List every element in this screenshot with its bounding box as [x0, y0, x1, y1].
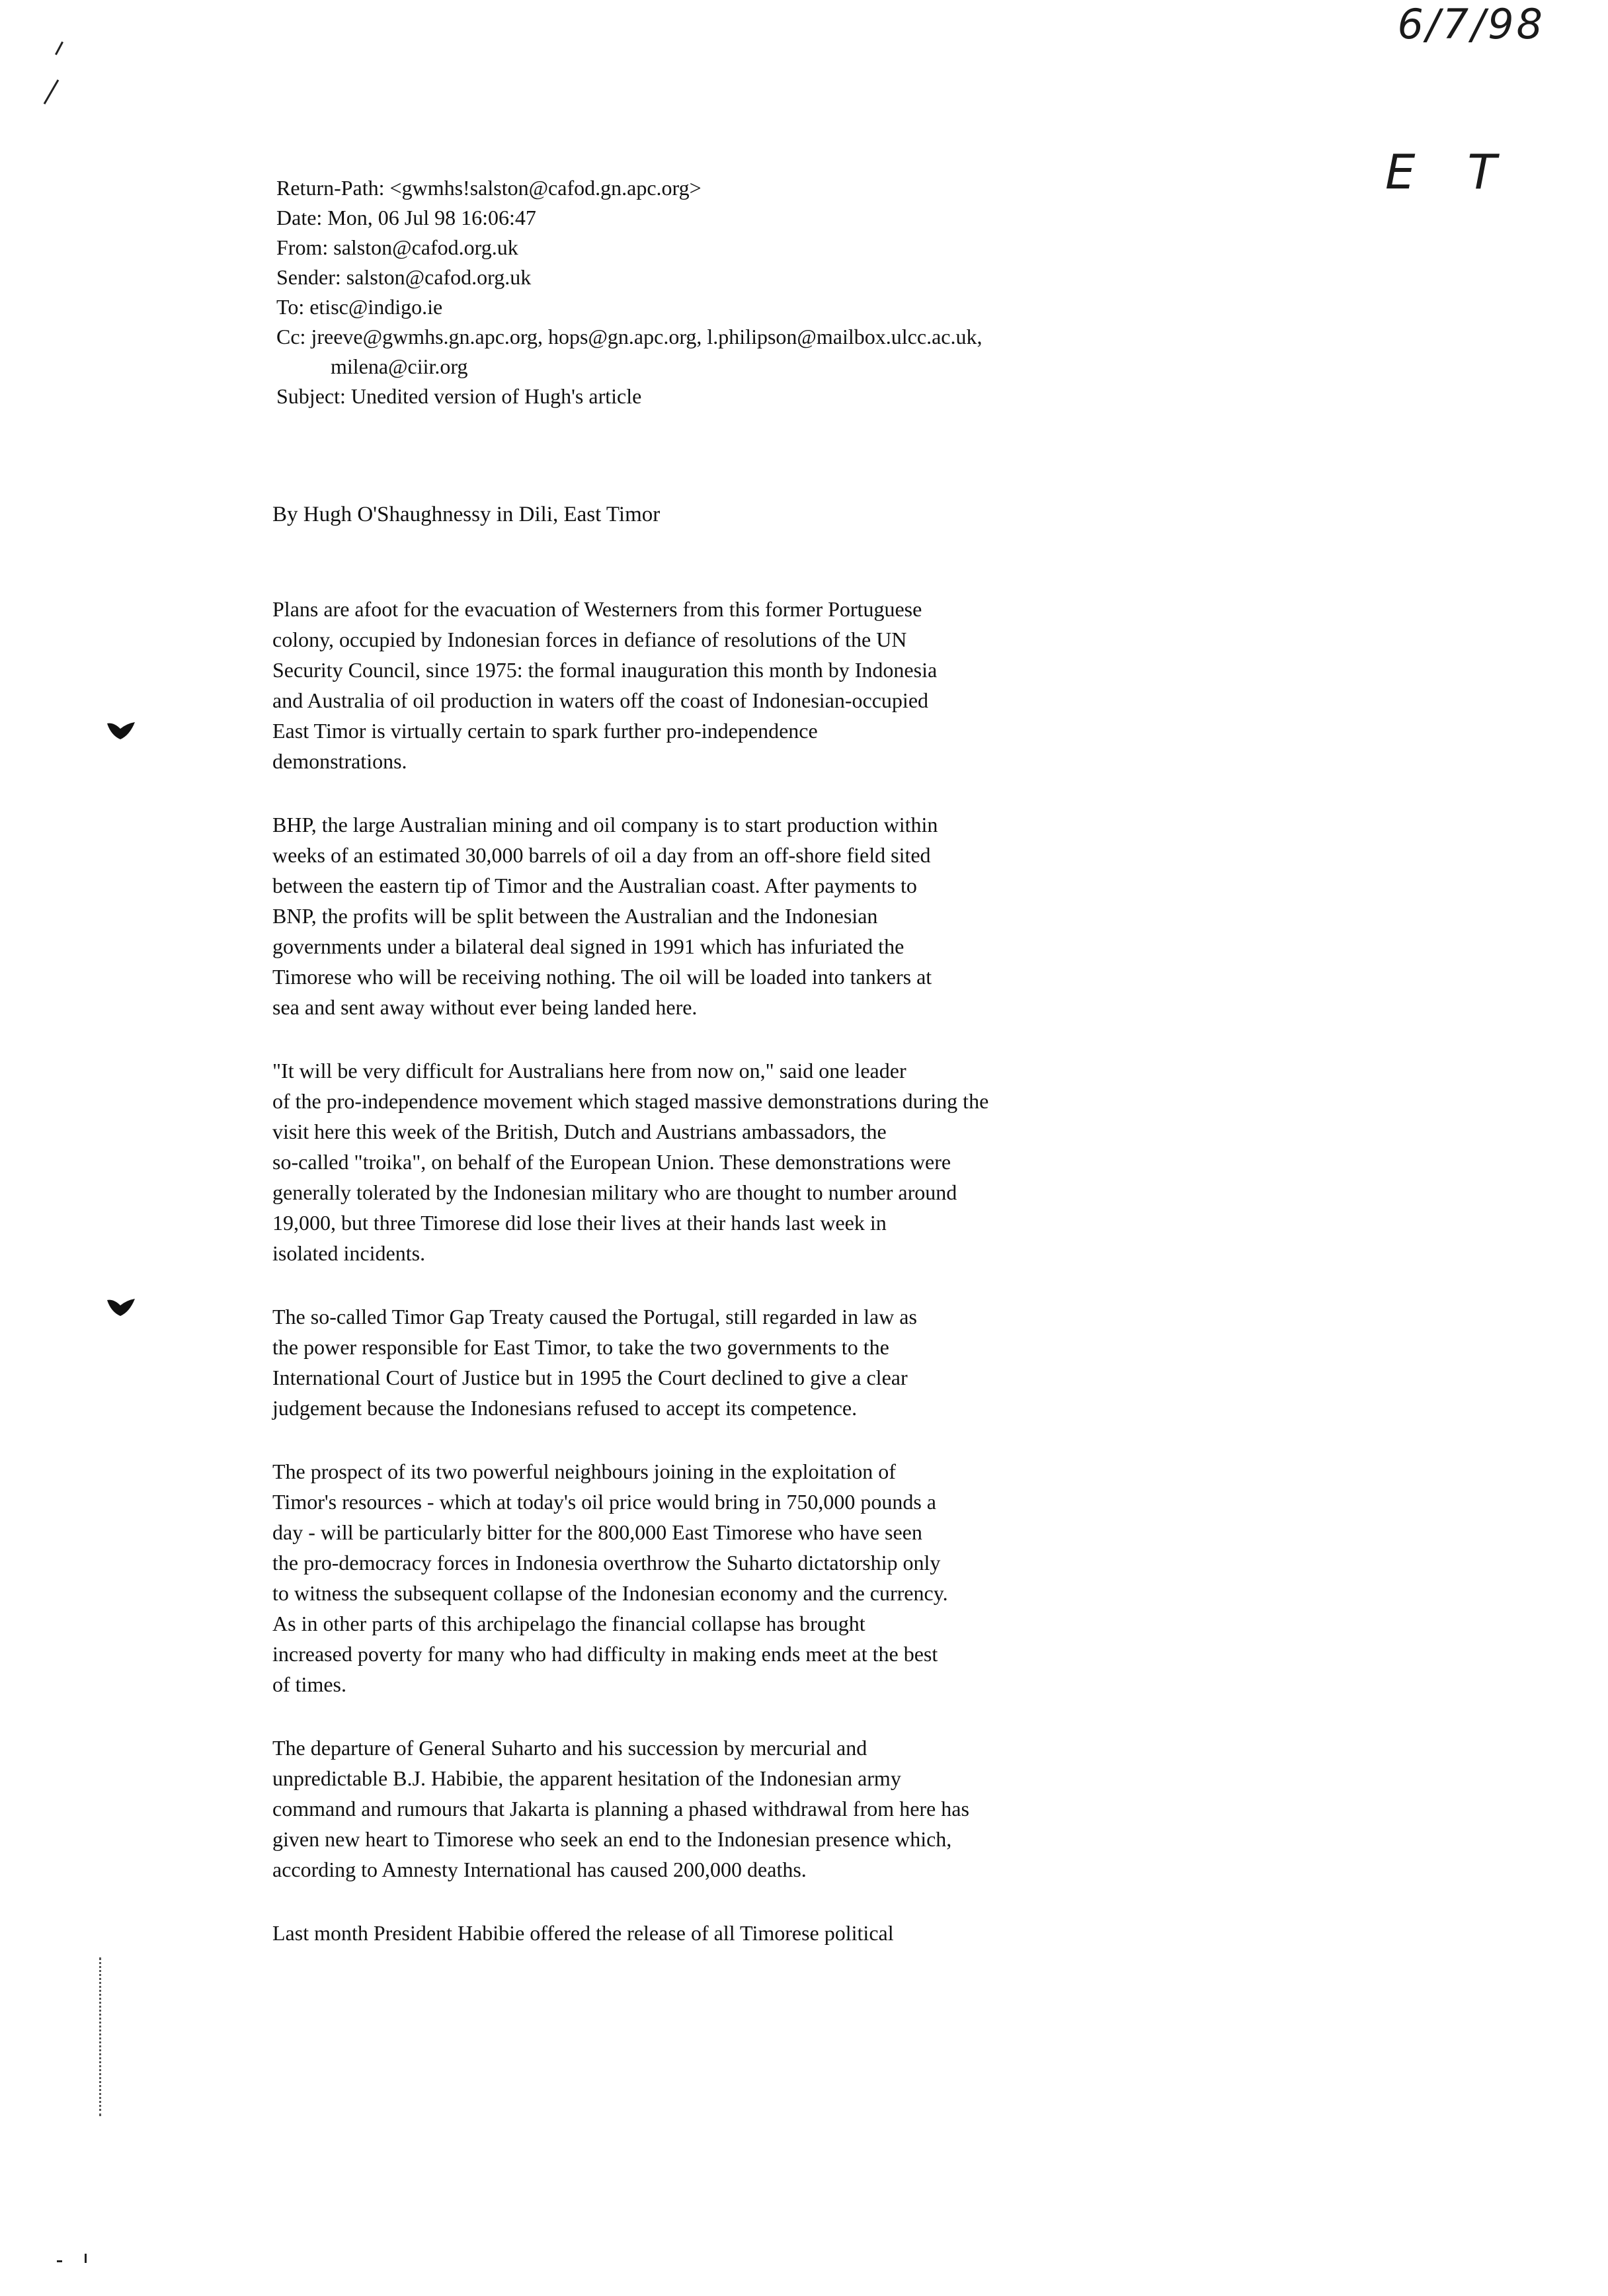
- text-line: BNP, the profits will be split between the Australian and the Indonesian: [272, 904, 878, 928]
- paragraph: [272, 1456, 1463, 1700]
- handwritten-initials: E T: [1385, 144, 1515, 200]
- text-line: 19,000, but three Timorese did lose their lives at their hands last week in: [272, 1211, 887, 1235]
- text-line: sea and sent away without ever being landed here.: [272, 995, 698, 1019]
- text-line: BHP, the large Australian mining and oil company is to start production within: [272, 813, 938, 837]
- to-line: To: etisc@indigo.ie: [276, 295, 443, 319]
- text-line: according to Amnesty International has caused 200,000 deaths.: [272, 1858, 807, 1881]
- email-header: [276, 173, 1533, 411]
- text-line: Last month President Habibie offered the release of all Timorese political: [272, 1921, 894, 1945]
- scan-mark: [44, 79, 60, 104]
- text-line: Plans are afoot for the evacuation of Westerners from this former Portuguese: [272, 597, 922, 621]
- text-line: generally tolerated by the Indonesian military who are thought to number around: [272, 1180, 957, 1204]
- text-line: of the pro-independence movement which staged massive demonstrations during the: [272, 1089, 989, 1113]
- text-line: "It will be very difficult for Australians here from now on," said one leader: [272, 1059, 906, 1083]
- text-line: the power responsible for East Timor, to take the two governments to the: [272, 1335, 889, 1359]
- cc-line-continued: milena@ciir.org: [331, 354, 468, 378]
- paragraph: [272, 1733, 1463, 1885]
- text-line: the pro-democracy forces in Indonesia overthrow the Suharto dictatorship only: [272, 1551, 941, 1575]
- text-line: The prospect of its two powerful neighbours joining in the exploitation of: [272, 1459, 896, 1483]
- scan-edge-line: [99, 1957, 103, 2116]
- sender-line: Sender: salston@cafod.org.uk: [276, 265, 532, 289]
- paragraph: [272, 809, 1463, 1022]
- from-line: From: salston@cafod.org.uk: [276, 235, 518, 259]
- paragraph: [272, 1918, 1463, 1948]
- text-line: International Court of Justice but in 1995 the Court declined to give a clear: [272, 1366, 908, 1389]
- text-line: command and rumours that Jakarta is planning a phased withdrawal from here has: [272, 1797, 969, 1821]
- text-line: colony, occupied by Indonesian forces in defiance of resolutions of the UN: [272, 628, 907, 651]
- scan-mark: [85, 2254, 87, 2263]
- text-line: of times.: [272, 1672, 346, 1696]
- paragraph: [272, 1301, 1463, 1423]
- text-line: given new heart to Timorese who seek an end to the Indonesian presence which,: [272, 1827, 952, 1851]
- text-line: The departure of General Suharto and his succession by mercurial and: [272, 1736, 867, 1760]
- scan-mark: [55, 42, 63, 56]
- handwritten-date: 6/7/98: [1397, 0, 1545, 48]
- subject-line: Subject: Unedited version of Hugh's article: [276, 384, 642, 408]
- byline: By Hugh O'Shaughnessy in Dili, East Timor: [272, 503, 661, 526]
- return-path: Return-Path: <gwmhs!salston@cafod.gn.apc.org>: [276, 176, 702, 200]
- text-line: day - will be particularly bitter for the 800,000 East Timorese who have seen: [272, 1520, 922, 1544]
- text-line: visit here this week of the British, Dutch and Austrians ambassadors, the: [272, 1120, 887, 1143]
- text-line: unpredictable B.J. Habibie, the apparent hesitation of the Indonesian army: [272, 1766, 901, 1790]
- text-line: to witness the subsequent collapse of the Indonesian economy and the currency.: [272, 1581, 948, 1605]
- text-line: judgement because the Indonesians refused to accept its competence.: [272, 1396, 858, 1420]
- text-line: As in other parts of this archipelago the financial collapse has brought: [272, 1612, 865, 1635]
- cc-line: Cc: jreeve@gwmhs.gn.apc.org, hops@gn.apc.org, l.philipson@mailbox.ulcc.ac.uk,: [276, 325, 983, 348]
- punch-hole-mark: [106, 721, 136, 741]
- text-line: so-called "troika", on behalf of the European Union. These demonstrations were: [272, 1150, 951, 1174]
- paragraph: [272, 594, 1463, 776]
- text-line: isolated incidents.: [272, 1241, 426, 1265]
- scan-mark: [57, 2260, 62, 2262]
- text-line: demonstrations.: [272, 749, 407, 773]
- text-line: The so-called Timor Gap Treaty caused the Portugal, still regarded in law as: [272, 1305, 917, 1329]
- article-body: [272, 594, 1463, 1981]
- text-line: increased poverty for many who had difficulty in making ends meet at the best: [272, 1642, 938, 1666]
- date-line: Date: Mon, 06 Jul 98 16:06:47: [276, 206, 536, 229]
- text-line: Timor's resources - which at today's oil price would bring in 750,000 pounds a: [272, 1490, 936, 1514]
- text-line: and Australia of oil production in waters off the coast of Indonesian-occupied: [272, 688, 929, 712]
- text-line: between the eastern tip of Timor and the Australian coast. After payments to: [272, 874, 917, 897]
- text-line: East Timor is virtually certain to spark further pro-independence: [272, 719, 818, 743]
- paragraph: [272, 1055, 1463, 1268]
- text-line: Timorese who will be receiving nothing. The oil will be loaded into tankers at: [272, 965, 932, 989]
- text-line: governments under a bilateral deal signed in 1991 which has infuriated the: [272, 934, 904, 958]
- text-line: weeks of an estimated 30,000 barrels of oil a day from an off-shore field sited: [272, 843, 931, 867]
- punch-hole-mark: [106, 1297, 136, 1317]
- text-line: Security Council, since 1975: the formal inauguration this month by Indonesia: [272, 658, 938, 682]
